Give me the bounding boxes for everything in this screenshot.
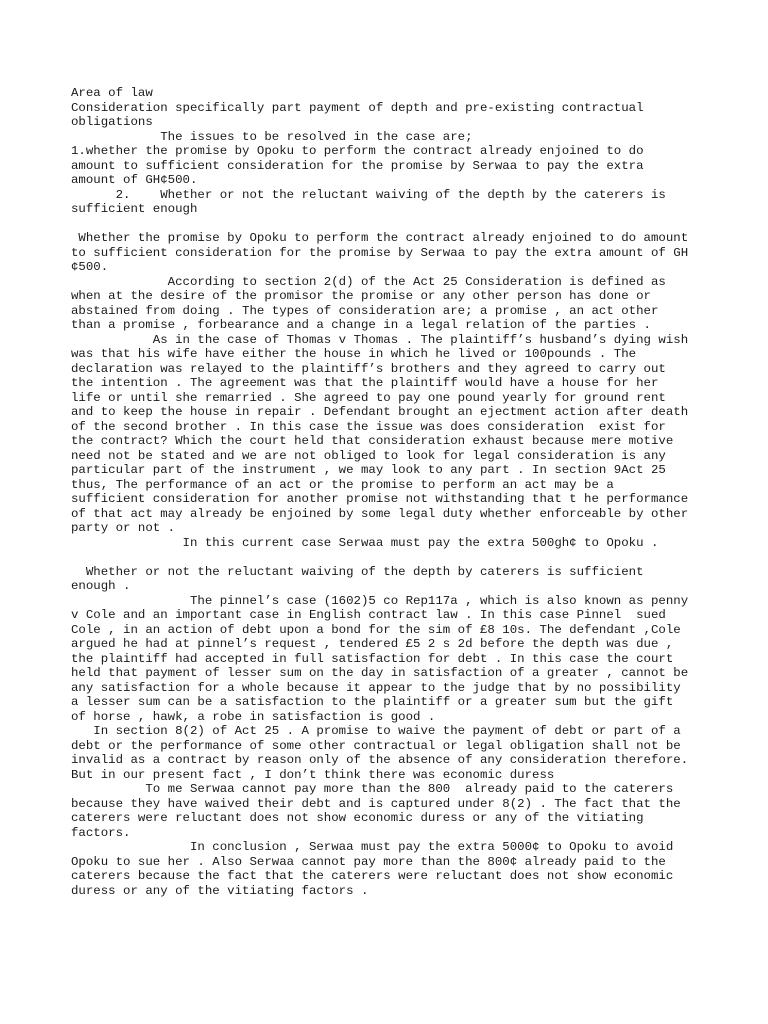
text-line: a lesser sum can be a satisfaction to the plaintiff or a greater sum but the gift: [71, 695, 674, 709]
text-line: To me Serwaa cannot pay more than the 800 already paid to the caterers: [71, 782, 674, 796]
text-line: of that act may already be enjoined by some legal duty whether enforceable by other: [71, 506, 689, 521]
text-line: invalid as a contract by reason only of the absence of any consideration therefore.: [71, 753, 689, 767]
text-line: Opoku to sue her . Also Serwaa cannot pay more than the 800¢ already paid to the: [71, 854, 666, 869]
text-line: 1.whether the promise by Opoku to perform the contract already enjoined to do: [71, 144, 644, 158]
text-line: obligations: [71, 115, 153, 129]
text-line: when at the desire of the promisor the promise or any other person has done or: [71, 289, 651, 303]
text-line: caterers were reluctant does not show economic duress or any of the vitiating: [71, 811, 644, 825]
text-line: Whether the promise by Opoku to perform the contract already enjoined to do amount: [71, 231, 689, 245]
text-line: and to keep the house in repair . Defendant brought an ejectment action after death: [71, 405, 689, 419]
text-line: According to section 2(d) of the Act 25 Consideration is defined as: [71, 274, 666, 289]
text-line: 2. Whether or not the reluctant waiving of the depth by the caterers is: [71, 187, 666, 202]
text-line: the intention . The agreement was that the plaintiff would have a house for her: [71, 376, 659, 390]
text-line: caterers because the fact that the caterers were reluctant does not show economic: [71, 869, 674, 883]
text-line: life or until she remarried . She agreed to pay one pound yearly for ground rent: [71, 390, 666, 405]
text-line: [71, 217, 728, 232]
document-body: [71, 86, 728, 898]
text-line: any satisfaction for a whole because it appear to the judge that by no possibility: [71, 680, 681, 695]
text-line: declaration was relayed to the plaintiff’s brothers and they agreed to carry out: [71, 361, 666, 376]
text-line: The issues to be resolved in the case are;: [71, 129, 473, 144]
text-line: than a promise , forbearance and a change in a legal relation of the parties .: [71, 318, 651, 332]
text-line: In conclusion , Serwaa must pay the extra 5000¢ to Opoku to avoid: [71, 840, 674, 854]
text-line: Cole , in an action of debt upon a bond for the sim of £8 10s. The defendant ,Cole: [71, 622, 681, 637]
text-line: sufficient consideration for another promise not withstanding that t he performance: [71, 492, 689, 506]
text-line: duress or any of the vitiating factors .: [71, 883, 369, 898]
text-line: As in the case of Thomas v Thomas . The plaintiff’s husband’s dying wish: [71, 332, 689, 347]
text-line: ¢500.: [71, 260, 109, 274]
text-line: The pinnel’s case (1602)5 co Rep117a , which is also known as penny: [71, 593, 689, 608]
text-line: the plaintiff had accepted in full satisfaction for debt . In this case the court: [71, 651, 674, 666]
text-line: was that his wife have either the house in which he lived or 100pounds . The: [71, 347, 637, 361]
text-line: particular part of the instrument , we may look to any part . In section 9Act 25: [71, 463, 666, 477]
text-line: amount to sufficient consideration for the promise by Serwaa to pay the extra: [71, 158, 644, 173]
text-line: v Cole and an important case in English contract law . In this case Pinnel sued: [71, 608, 666, 622]
text-line: factors.: [71, 825, 131, 840]
text-line: [71, 550, 728, 565]
text-line: Area of law: [71, 86, 153, 100]
text-line: In this current case Serwaa must pay the extra 500gh¢ to Opoku .: [71, 535, 659, 550]
text-line: argued he had at pinnel’s request , tendered £5 2 s 2d before the depth was due ,: [71, 637, 674, 651]
text-line: party or not .: [71, 521, 176, 535]
text-line: abstained from doing . The types of consideration are; a promise , an act other: [71, 303, 659, 318]
text-line: because they have waived their debt and is captured under 8(2) . The fact that the: [71, 796, 681, 811]
text-line: to sufficient consideration for the promise by Serwaa to pay the extra amount of GH: [71, 245, 689, 260]
text-line: amount of GH¢500.: [71, 173, 198, 187]
text-line: held that payment of lesser sum on the day in satisfaction of a greater , cannot be: [71, 666, 689, 680]
text-line: But in our present fact , I don’t think there was economic duress: [71, 767, 555, 782]
text-line: of the second brother . In this case the issue was does consideration exist for: [71, 419, 666, 434]
text-line: sufficient enough: [71, 202, 198, 216]
text-line: thus, The performance of an act or the promise to perform an act may be a: [71, 477, 614, 492]
text-line: enough .: [71, 579, 131, 593]
text-line: Whether or not the reluctant waiving of the depth by caterers is sufficient: [71, 564, 644, 579]
text-line: Consideration specifically part payment of depth and pre-existing contractual: [71, 100, 644, 115]
text-line: the contract? Which the court held that consideration exhaust because mere motive: [71, 434, 674, 448]
text-line: need not be stated and we are not obliged to look for legal consideration is any: [71, 448, 666, 463]
text-line: of horse , hawk, a robe in satisfaction is good .: [71, 709, 436, 724]
text-line: In section 8(2) of Act 25 . A promise to waive the payment of debt or part of a: [71, 724, 681, 738]
text-line: debt or the performance of some other contractual or legal obligation shall not be: [71, 738, 681, 753]
